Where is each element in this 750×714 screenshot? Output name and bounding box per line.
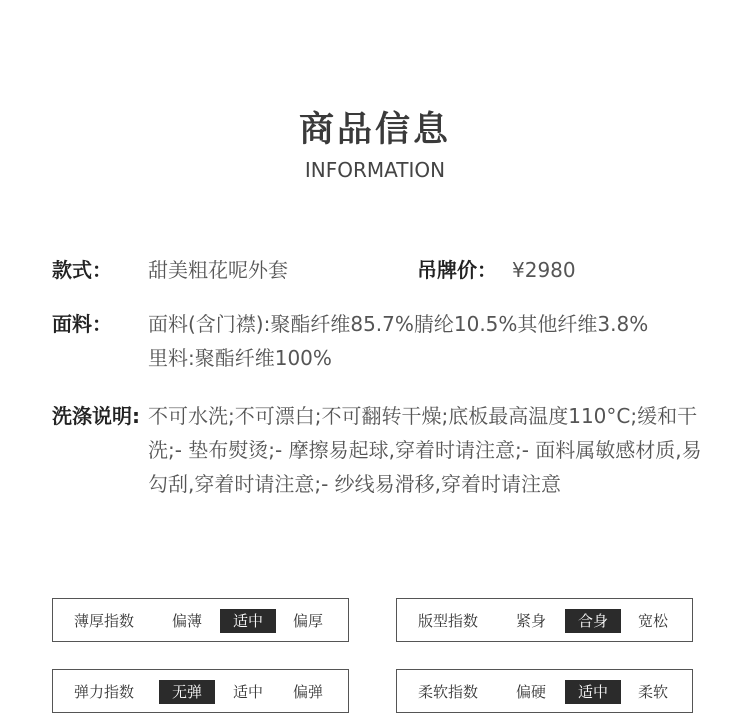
style-value: 甜美粗花呢外套 xyxy=(148,258,288,282)
style-row xyxy=(52,253,702,287)
elasticity-index xyxy=(52,669,349,713)
wash-label: 洗涤说明: xyxy=(52,404,140,428)
thickness-option-thick: 偏厚 xyxy=(293,612,324,630)
wash-row xyxy=(52,399,702,539)
elasticity-option-medium: 适中 xyxy=(233,683,264,701)
style-label: 款式： xyxy=(52,258,112,282)
fabric-row xyxy=(52,307,702,375)
fit-option-regular: 合身 xyxy=(565,609,621,633)
price-label: 吊牌价： xyxy=(417,258,497,282)
price-value: ¥2980 xyxy=(512,258,576,282)
elasticity-option-stretchy: 偏弹 xyxy=(293,683,324,701)
fit-index-label: 版型指数 xyxy=(418,612,479,630)
softness-index xyxy=(396,669,693,713)
thickness-option-thin: 偏薄 xyxy=(172,612,203,630)
wash-value: 不可水洗;不可漂白;不可翻转干燥;底板最高温度110°C;缓和干洗;- 垫布熨烫;- 摩擦易起球,穿着时请注意;- 面料属敏感材质,易勾刮,穿着时请注意;- 纱线易滑移,穿着时请注意 xyxy=(148,404,702,496)
fit-option-loose: 宽松 xyxy=(638,612,669,630)
softness-index-label: 柔软指数 xyxy=(418,683,479,701)
thickness-option-medium: 适中 xyxy=(220,609,276,633)
fabric-value xyxy=(148,307,708,375)
fabric-line-lining: 里料:聚酯纤维100% xyxy=(148,346,332,370)
thickness-index-label: 薄厚指数 xyxy=(74,612,135,630)
section-header xyxy=(0,106,750,184)
elasticity-index-label: 弹力指数 xyxy=(74,683,135,701)
fabric-line-outer: 面料(含门襟):聚酯纤维85.7%腈纶10.5%其他纤维3.8% xyxy=(148,312,649,336)
elasticity-option-none: 无弹 xyxy=(159,680,215,704)
page-subtitle: INFORMATION xyxy=(304,158,446,182)
softness-option-stiff: 偏硬 xyxy=(516,683,547,701)
fit-option-tight: 紧身 xyxy=(516,612,547,630)
page-title: 商品信息 xyxy=(298,110,451,150)
fabric-label: 面料： xyxy=(52,312,112,336)
thickness-index xyxy=(52,598,349,642)
fit-index xyxy=(396,598,693,642)
softness-option-soft: 柔软 xyxy=(638,683,669,701)
softness-option-medium: 适中 xyxy=(565,680,621,704)
